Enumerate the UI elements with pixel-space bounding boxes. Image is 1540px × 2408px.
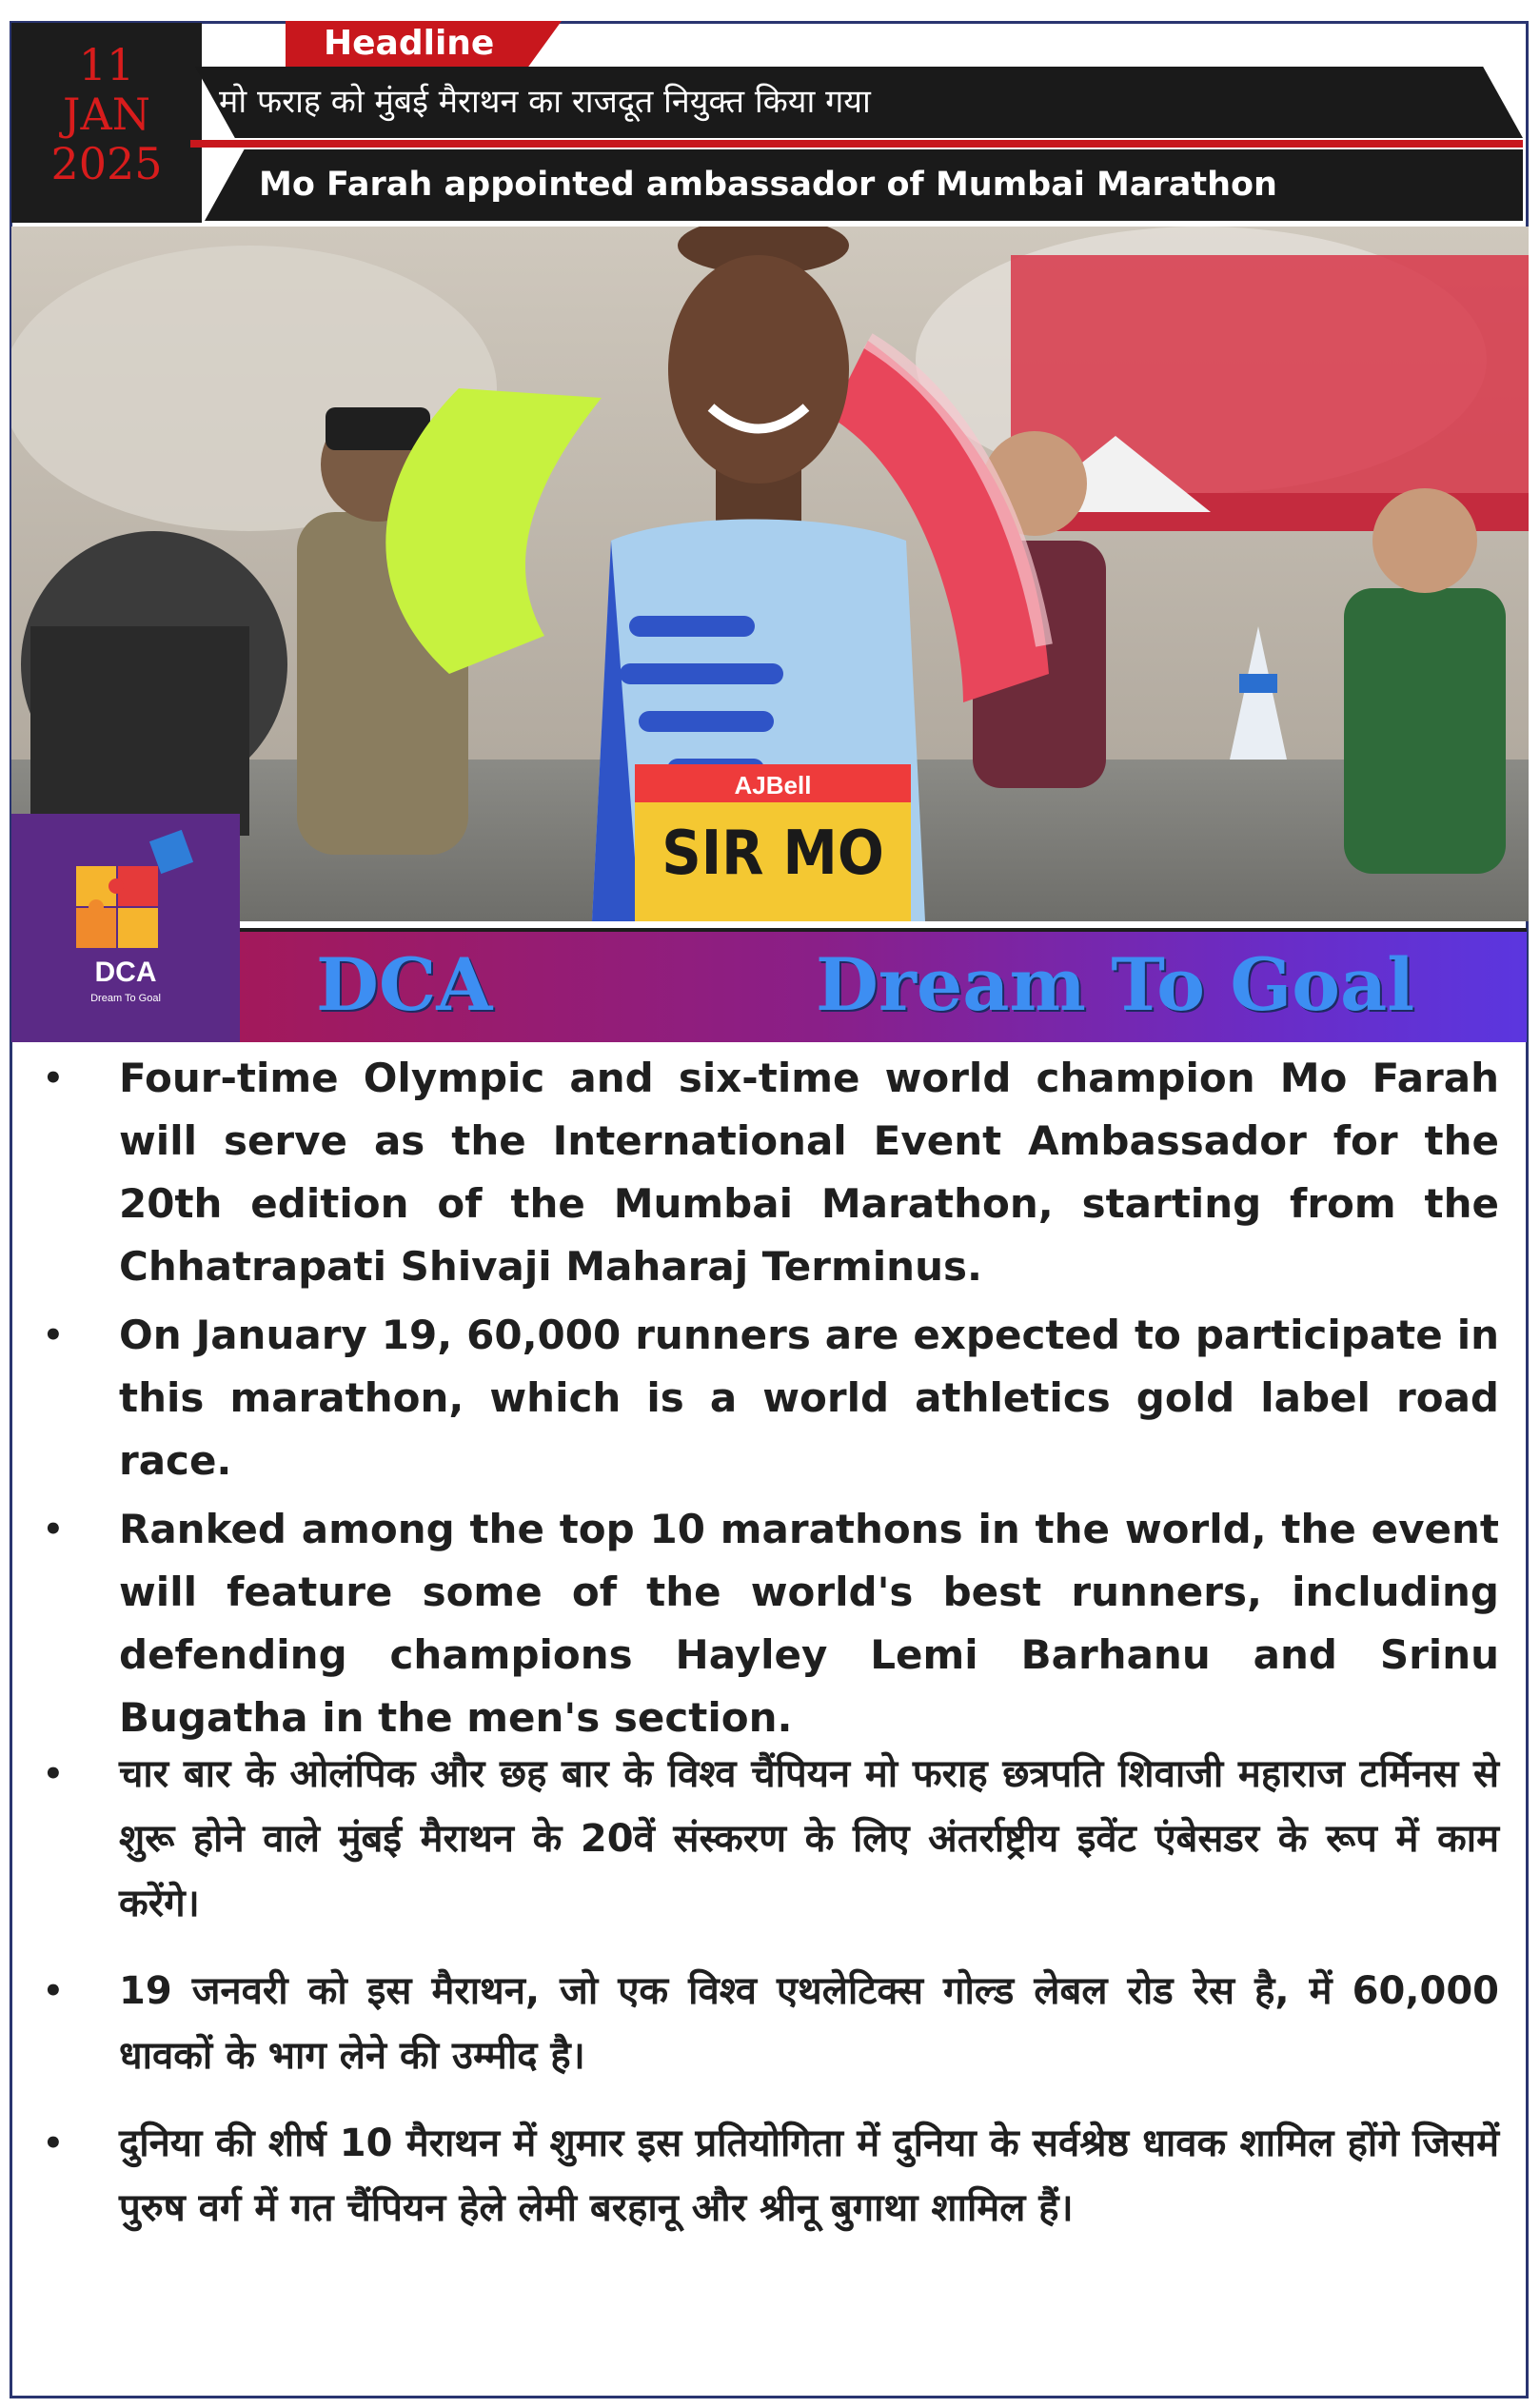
english-points bbox=[43, 1047, 1499, 1755]
bullet-icon: • bbox=[43, 1972, 64, 2010]
date-month: JAN bbox=[63, 89, 150, 140]
bullet-icon: • bbox=[43, 1510, 64, 1549]
date-day: 11 bbox=[78, 39, 135, 90]
puzzle-icon bbox=[11, 814, 240, 957]
point-text: On January 19, 60,000 runners are expected to participate in this marathon, which is a world athletics gold label road race. bbox=[119, 1312, 1499, 1484]
hindi-points bbox=[43, 1742, 1499, 2263]
banner-dca: DCA bbox=[316, 942, 493, 1027]
point-text: चार बार के ओलंपिक और छह बार के विश्व चैंपियन मो फराह छत्रपति शिवाजी महाराज टर्मिनस से शुरू होने वाले मुंबई मैराथन के 20वें संस्करण के लिए अंतर्राष्ट्रीय इवेंट एंबेसडर के रूप में काम करेंगे। bbox=[119, 1752, 1499, 1925]
list-item bbox=[43, 1498, 1499, 1749]
bullet-icon: • bbox=[43, 1755, 64, 1793]
point-text: 19 जनवरी को इस मैराथन, जो एक विश्व एथलेटिक्स गोल्ड लेबल रोड रेस है, में 60,000 धावकों के भाग लेने की उम्मीद है। bbox=[119, 1969, 1499, 2078]
list-item bbox=[43, 2111, 1499, 2240]
date-badge bbox=[11, 23, 202, 223]
list-item bbox=[43, 1304, 1499, 1492]
header-divider bbox=[190, 140, 1523, 148]
headline-tab-label: Headline bbox=[324, 24, 495, 63]
headline-english: Mo Farah appointed ambassador of Mumbai Marathon bbox=[259, 166, 1277, 204]
bullet-icon: • bbox=[43, 1316, 64, 1354]
date-year: 2025 bbox=[50, 138, 163, 189]
list-item bbox=[43, 1047, 1499, 1298]
list-item bbox=[43, 1742, 1499, 1936]
logo-text: DCA bbox=[94, 957, 157, 988]
logo-tagline: Dream To Goal bbox=[90, 993, 161, 1004]
headline-hindi: मो फराह को मुंबई मैराथन का राजदूत नियुक्त किया गया bbox=[219, 83, 871, 121]
bib-sponsor: AJBell bbox=[734, 771, 812, 799]
point-text: Ranked among the top 10 marathons in the world, the event will feature some of the world's best runners, including defending champions Hayley Lemi Barhanu and Srinu Bugatha in the men's section. bbox=[119, 1506, 1499, 1741]
brand-banner bbox=[240, 928, 1527, 1042]
banner-tagline: Dream To Goal bbox=[816, 942, 1415, 1027]
list-item bbox=[43, 1959, 1499, 2088]
bib-name: SIR MO bbox=[661, 819, 884, 889]
bullet-icon: • bbox=[43, 1059, 64, 1097]
point-text: Four-time Olympic and six-time world champion Mo Farah will serve as the International Event Ambassador for the 20th edition of the Mumbai Marathon, starting from the Chhatrapati Shivaji Maharaj Terminus. bbox=[119, 1055, 1499, 1290]
dca-logo bbox=[11, 814, 240, 1042]
point-text: दुनिया की शीर्ष 10 मैराथन में शुमार इस प्रतियोगिता में दुनिया के सर्वश्रेष्ठ धावक शामिल होंगे जिसमें पुरुष वर्ग में गत चैंपियन हेले लेमी बरहानू और श्रीनू बुगाथा शामिल हैं। bbox=[119, 2122, 1499, 2230]
bullet-icon: • bbox=[43, 2124, 64, 2162]
